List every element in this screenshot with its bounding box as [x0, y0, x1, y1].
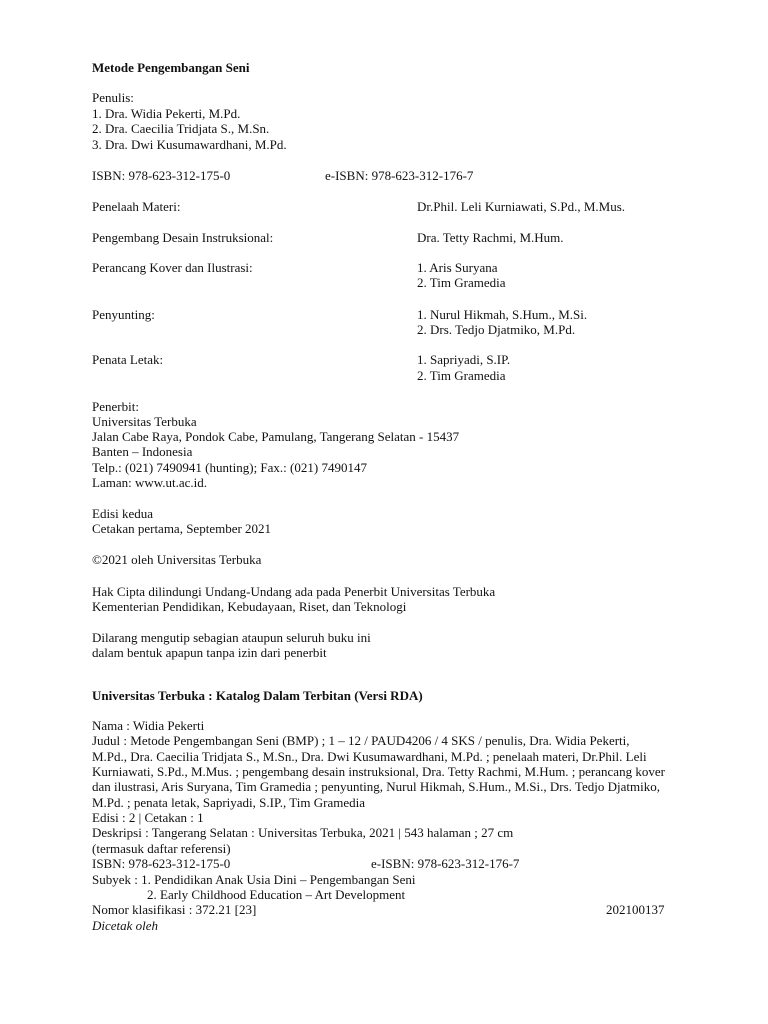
cetakan-line: Cetakan pertama, September 2021	[92, 521, 272, 536]
isbn: ISBN: 978-623-312-175-0	[92, 168, 231, 183]
role-value-pengembang: Dra. Tetty Rachmi, M.Hum.	[417, 230, 564, 245]
katalog-heading: Universitas Terbuka : Katalog Dalam Terbitan (Versi RDA)	[92, 688, 423, 703]
katalog-nama: Nama : Widia Pekerti	[92, 718, 205, 733]
penerbit-label: Penerbit:	[92, 399, 139, 414]
katalog-deskripsi-note: (termasuk daftar referensi)	[92, 841, 231, 856]
katalog-judul-line: Judul : Metode Pengembangan Seni (BMP) ; 1 – 12 / PAUD4206 / 4 SKS / penulis, Dra. Widia Pekerti,	[92, 733, 630, 748]
role-label-penyunting: Penyunting:	[92, 307, 155, 322]
katalog-subyek-2: 2. Early Childhood Education – Art Development	[147, 887, 406, 902]
larangan-line: Dilarang mengutip sebagian ataupun seluruh buku ini	[92, 630, 371, 645]
penerbit-line: Jalan Cabe Raya, Pondok Cabe, Pamulang, Tangerang Selatan - 15437	[92, 429, 460, 444]
role-value-penyunting-2: 2. Drs. Tedjo Djatmiko, M.Pd.	[417, 322, 576, 337]
role-value-perancang-2: 2. Tim Gramedia	[417, 275, 506, 290]
katalog-dicetak-oleh: Dicetak oleh	[92, 918, 159, 933]
katalog-edisi: Edisi : 2 | Cetakan : 1	[92, 810, 204, 825]
penulis-2: 2. Dra. Caecilia Tridjata S., M.Sn.	[92, 121, 270, 136]
larangan-line: dalam bentuk apapun tanpa izin dari penerbit	[92, 645, 327, 660]
role-value-penata-letak-1: 1. Sapriyadi, S.IP.	[417, 352, 511, 367]
katalog-judul-line: M.Pd., Dra. Caecilia Tridjata S., M.Sn., Dra. Dwi Kusumawardhani, M.Pd. ; penelaah materi, Dr.Phil. Leli	[92, 749, 647, 764]
penerbit-website: Laman: www.ut.ac.id.	[92, 475, 208, 490]
copyright: ©2021 oleh Universitas Terbuka	[92, 552, 262, 567]
penulis-label: Penulis:	[92, 90, 134, 105]
hak-cipta-line: Kementerian Pendidikan, Kebudayaan, Riset, dan Teknologi	[92, 599, 407, 614]
role-label-penelaah: Penelaah Materi:	[92, 199, 181, 214]
katalog-nomor-klasifikasi: Nomor klasifikasi : 372.21 [23]	[92, 902, 257, 917]
role-value-penyunting-1: 1. Nurul Hikmah, S.Hum., M.Si.	[417, 307, 588, 322]
role-label-perancang: Perancang Kover dan Ilustrasi:	[92, 260, 253, 275]
hak-cipta-line: Hak Cipta dilindungi Undang-Undang ada pada Penerbit Universitas Terbuka	[92, 584, 496, 599]
katalog-deskripsi: Deskripsi : Tangerang Selatan : Universitas Terbuka, 2021 | 543 halaman ; 27 cm	[92, 825, 514, 840]
edisi-line: Edisi kedua	[92, 506, 154, 521]
role-label-penata-letak: Penata Letak:	[92, 352, 164, 367]
e-isbn: e-ISBN: 978-623-312-176-7	[325, 168, 474, 183]
penerbit-line: Telp.: (021) 7490941 (hunting); Fax.: (021) 7490147	[92, 460, 367, 475]
penulis-1: 1. Dra. Widia Pekerti, M.Pd.	[92, 106, 241, 121]
book-title: Metode Pengembangan Seni	[92, 60, 250, 75]
katalog-subyek-1: Subyek : 1. Pendidikan Anak Usia Dini – Pengembangan Seni	[92, 872, 416, 887]
katalog-judul-line: Kurniawati, S.Pd., M.Mus. ; pengembang desain instruksional, Dra. Tetty Rachmi, M.Hum. ; perancang kover	[92, 764, 665, 779]
katalog-isbn: ISBN: 978-623-312-175-0	[92, 856, 231, 871]
katalog-nomor-katalog: 202100137	[606, 902, 665, 917]
role-value-perancang-1: 1. Aris Suryana	[417, 260, 498, 275]
katalog-e-isbn: e-ISBN: 978-623-312-176-7	[371, 856, 520, 871]
katalog-judul-line: M.Pd. ; penata letak, Sapriyadi, S.IP., Tim Gramedia	[92, 795, 365, 810]
penerbit-line: Universitas Terbuka	[92, 414, 197, 429]
role-value-penelaah: Dr.Phil. Leli Kurniawati, S.Pd., M.Mus.	[417, 199, 626, 214]
penerbit-line: Banten – Indonesia	[92, 444, 193, 459]
role-label-pengembang: Pengembang Desain Instruksional:	[92, 230, 274, 245]
katalog-judul-line: dan ilustrasi, Aris Suryana, Tim Gramedia ; penyunting, Nurul Hikmah, S.Hum., M.Si., Drs. Tedjo Djatmiko,	[92, 779, 660, 794]
penulis-3: 3. Dra. Dwi Kusumawardhani, M.Pd.	[92, 137, 287, 152]
role-value-penata-letak-2: 2. Tim Gramedia	[417, 368, 506, 383]
